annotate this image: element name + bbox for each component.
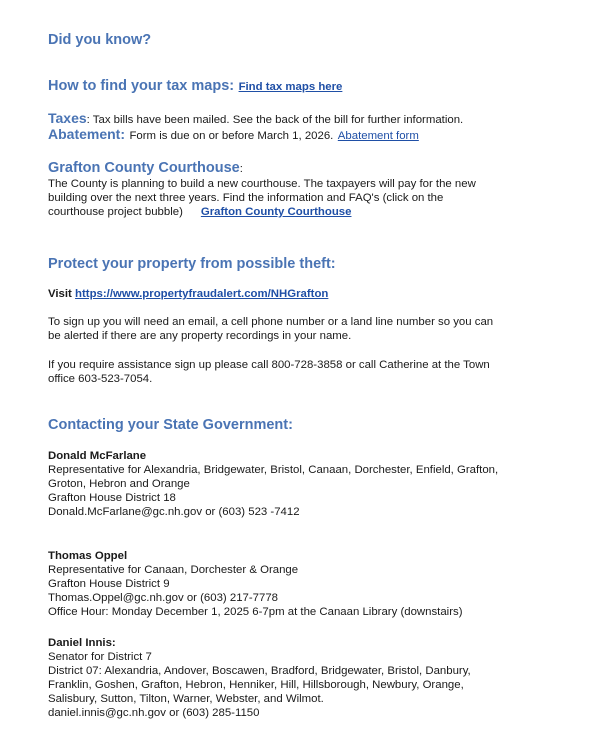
courthouse-link[interactable]: Grafton County Courthouse xyxy=(200,206,352,218)
tax-maps-link[interactable]: Find tax maps here xyxy=(238,81,343,93)
contact-line: District 07: Alexandria, Andover, Boscawen, Bradford, Bridgewater, Bristol, Danbury, xyxy=(48,665,471,677)
contact-line: Grafton House District 18 xyxy=(48,492,176,504)
taxes-label: Taxes xyxy=(48,110,87,126)
contact-email: Thomas.Oppel@gc.nh.gov or (603) 217-7778 xyxy=(48,592,279,604)
signup-paragraph xyxy=(48,315,588,343)
did-you-know-heading: Did you know? xyxy=(48,32,152,48)
contact-line: Representative for Alexandria, Bridgewater, Bristol, Canaan, Dorchester, Enfield, Grafton, xyxy=(48,464,499,476)
contact-innis xyxy=(48,636,588,720)
courthouse-text-line xyxy=(48,205,588,219)
courthouse-section xyxy=(48,159,588,219)
abatement-line xyxy=(48,126,588,144)
assist-paragraph xyxy=(48,358,588,386)
property-fraud-alert-link[interactable]: https://www.propertyfraudalert.com/NHGrafton xyxy=(75,288,329,300)
signup-line: be alerted if there are any property recordings in your name. xyxy=(48,330,352,342)
courthouse-text-line: The County is planning to build a new courthouse. The taxpayers will pay for the new xyxy=(48,178,476,190)
assist-line: If you require assistance sign up please call 800-728-3858 or call Catherine at the Town xyxy=(48,359,490,371)
visit-line xyxy=(48,287,588,301)
courthouse-text-fragment: courthouse project bubble) xyxy=(48,206,183,218)
abatement-label: Abatement: xyxy=(48,126,126,142)
tax-maps-colon: : xyxy=(229,78,235,94)
state-gov-heading: Contacting your State Government: xyxy=(48,417,293,433)
contact-name: Daniel Innis: xyxy=(48,637,116,649)
visit-label: Visit xyxy=(48,288,72,300)
courthouse-text-line: building over the next three years. Find the information and FAQ's (click on the xyxy=(48,192,444,204)
contact-email: daniel.innis@gc.nh.gov or (603) 285-1150 xyxy=(48,707,260,719)
courthouse-body xyxy=(48,177,588,219)
assist-line: office 603-523-7054. xyxy=(48,373,153,385)
protect-heading: Protect your property from possible theft: xyxy=(48,256,336,272)
courthouse-heading: Grafton County Courthouse xyxy=(48,160,240,176)
contact-oppel xyxy=(48,549,588,619)
contact-email: Donald.McFarlane@gc.nh.gov or (603) 523 -7412 xyxy=(48,506,300,518)
contact-name: Thomas Oppel xyxy=(48,550,128,562)
contact-name: Donald McFarlane xyxy=(48,450,147,462)
contact-line: Representative for Canaan, Dorchester & Orange xyxy=(48,564,299,576)
abatement-text: Form is due on or before March 1, 2026. xyxy=(129,130,334,142)
contact-line: Office Hour: Monday December 1, 2025 6-7pm at the Canaan Library (downstairs) xyxy=(48,606,463,618)
tax-maps-section xyxy=(48,77,588,95)
courthouse-colon: : xyxy=(239,163,243,175)
contact-line: Salisbury, Sutton, Tilton, Warner, Webster, and Wilmot. xyxy=(48,693,324,705)
contact-line: Senator for District 7 xyxy=(48,651,152,663)
signup-line: To sign up you will need an email, a cell phone number or a land line number so you can xyxy=(48,316,494,328)
taxes-text: : Tax bills have been mailed. See the back of the bill for further information. xyxy=(86,114,464,126)
abatement-form-link[interactable]: Abatement form xyxy=(337,130,419,142)
contact-line: Groton, Hebron and Orange xyxy=(48,478,190,490)
contact-mcfarlane xyxy=(48,449,588,519)
contact-line: Grafton House District 9 xyxy=(48,578,170,590)
tax-maps-heading: How to find your tax maps xyxy=(48,78,230,94)
contact-line: Franklin, Goshen, Grafton, Hebron, Henniker, Hill, Hillsborough, Newbury, Orange, xyxy=(48,679,464,691)
